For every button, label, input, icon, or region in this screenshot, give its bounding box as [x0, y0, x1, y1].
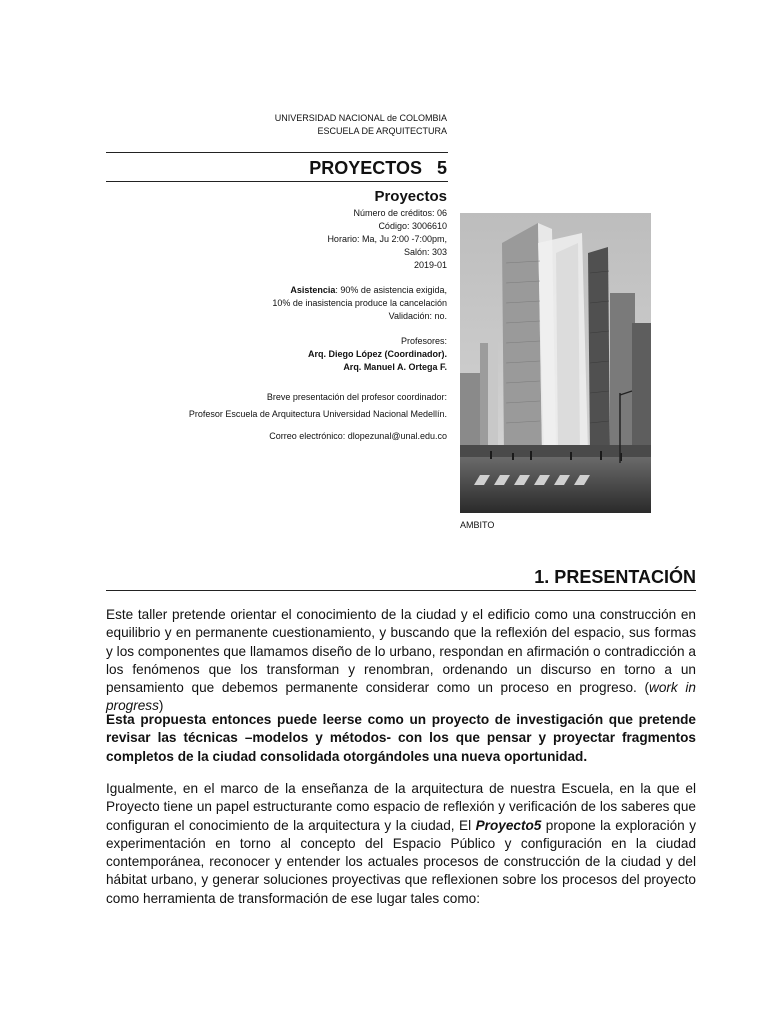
school-name: ESCUELA DE ARQUITECTURA — [317, 126, 447, 136]
paragraph-3 — [106, 780, 696, 908]
credits: Número de créditos: 06 — [353, 208, 447, 218]
bio-text: Profesor Escuela de Arquitectura Universidad Nacional Medellín. — [188, 409, 447, 419]
course-title: PROYECTOS 5 — [309, 158, 447, 178]
professor-second: Arq. Manuel A. Ortega F. — [343, 362, 447, 372]
attendance-note: 10% de inasistencia produce la cancelación — [272, 298, 447, 308]
validation: Validación: no. — [388, 311, 447, 321]
bio-label: Breve presentación del profesor coordinador: — [266, 392, 447, 402]
paragraph-1 — [106, 606, 696, 716]
paragraph-3-emphasis: Proyecto5 — [475, 817, 542, 833]
paragraph-2: Esta propuesta entonces puede leerse como un proyecto de investigación que pretende revisar las técnicas –modelos y métodos- con los que pensar y proyectar fragmentos completos de la ciudad consolidada otorgándoles una nueva oportunidad. — [106, 712, 696, 764]
paragraph-3-start: Igualmente, en el marco de la enseñanza de la arquitectura de nuestra Escuela, en la que el Proyecto tiene un papel estructurante como espacio de reflexión y verificación de los saberes que configuran el conocimiento de la arquitectura y la ciudad, El — [106, 781, 696, 833]
bottom-rule — [106, 181, 448, 182]
paragraph-1-text: Este taller pretende orientar el conocimiento de la ciudad y el edificio como una construcción en equilibrio y en permanente cuestionamiento, y buscando que la reflexión del espacio, sus formas y los componentes que llamamos diseño de lo urbano, respondan en afirmación o contradicción a los fenómenos que los transforman y renombran, ordenando un discurso en torno a un pensamiento que debemos permanente considerar como un proceso en progreso. ( — [106, 607, 696, 696]
university-name: UNIVERSIDAD NACIONAL de COLOMBIA — [274, 113, 447, 123]
top-rule — [106, 152, 448, 153]
building-photo — [460, 213, 651, 513]
attendance-label: Asistencia — [290, 285, 336, 295]
course-subtitle: Proyectos — [374, 188, 447, 205]
room: Salón: 303 — [403, 247, 447, 257]
section-heading: 1. PRESENTACIÓN — [534, 567, 696, 587]
attendance — [180, 284, 447, 297]
professor-coordinator: Arq. Diego López (Coordinador). — [308, 349, 447, 359]
term: 2019-01 — [413, 260, 447, 270]
section-rule — [106, 590, 696, 591]
schedule: Horario: Ma, Ju 2:00 -7:00pm, — [327, 234, 447, 244]
professors-label: Profesores: — [400, 336, 447, 346]
paragraph-3-end: propone la exploración y experimentación en torno al concepto del Espacio Público y configuración en la ciudad contemporánea, reconocer y entender los actuales procesos de construcción de la ciudad y del hábitat urbano, y generar soluciones proyectivas que reflexionen sobre los procesos del proyecto como herramienta de transformación de ese lugar tales como: — [106, 817, 696, 906]
paragraph-1-italic: work in progress — [106, 680, 696, 714]
email: Correo electrónico: dlopezunal@unal.edu.co — [269, 431, 447, 441]
paragraph-1-end: ) — [158, 698, 164, 714]
attendance-text: : 90% de asistencia exigida, — [335, 285, 447, 295]
course-code: Código: 3006610 — [378, 221, 447, 231]
photo-caption: AMBITO — [460, 520, 495, 530]
